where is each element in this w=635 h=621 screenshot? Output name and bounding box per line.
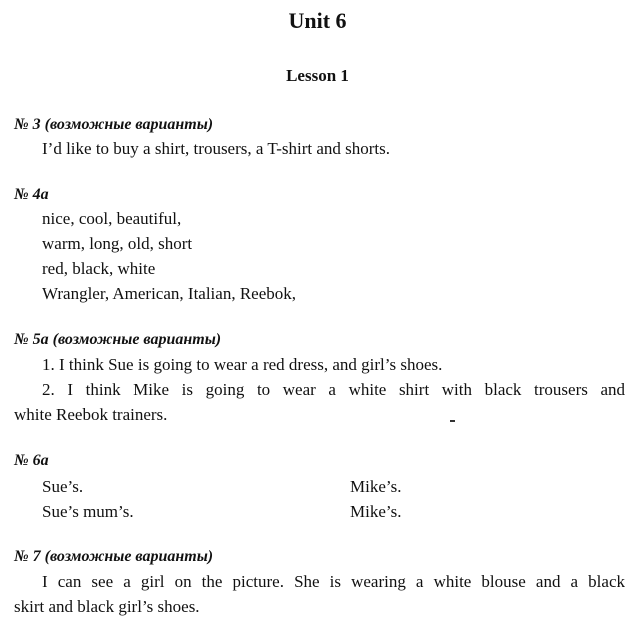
exercise-5a-line: 2. I think Mike is going to wear a white shirt with black trousers and	[42, 380, 625, 399]
exercise-7-heading: № 7 (возможные варианты)	[14, 548, 214, 565]
exercise-6a-right-cell: Mike’s.	[350, 477, 402, 496]
exercise-6a-left-cell: Sue’s mum’s.	[42, 502, 134, 521]
exercise-7-line: I can see a girl on the picture. She is wearing a white blouse and a black	[42, 572, 625, 591]
exercise-7-line: skirt and black girl’s shoes.	[14, 597, 200, 616]
unit-title: Unit 6	[288, 8, 347, 33]
exercise-6a-heading: № 6a	[14, 452, 49, 469]
exercise-4a-line: warm, long, old, short	[42, 234, 193, 253]
exercise-6a-right-cell: Mike’s.	[350, 502, 402, 521]
lesson-title: Lesson 1	[286, 66, 349, 85]
exercise-4a-line: red, black, white	[42, 259, 156, 278]
exercise-5a-line: 1. I think Sue is going to wear a red dress, and girl’s shoes.	[42, 355, 443, 374]
exercise-3-heading: № 3 (возможные варианты)	[14, 116, 214, 133]
scan-speck	[450, 420, 455, 422]
exercise-3-line: I’d like to buy a shirt, trousers, a T-shirt and shorts.	[42, 139, 390, 158]
exercise-5a-line: white Reebok trainers.	[14, 405, 168, 424]
exercise-5a-heading: № 5a (возможные варианты)	[14, 331, 222, 348]
exercise-4a-heading: № 4a	[14, 186, 49, 203]
exercise-4a-line: Wrangler, American, Italian, Reebok,	[42, 284, 297, 303]
exercise-6a-left-cell: Sue’s.	[42, 477, 84, 496]
exercise-4a-line: nice, cool, beautiful,	[42, 209, 182, 228]
